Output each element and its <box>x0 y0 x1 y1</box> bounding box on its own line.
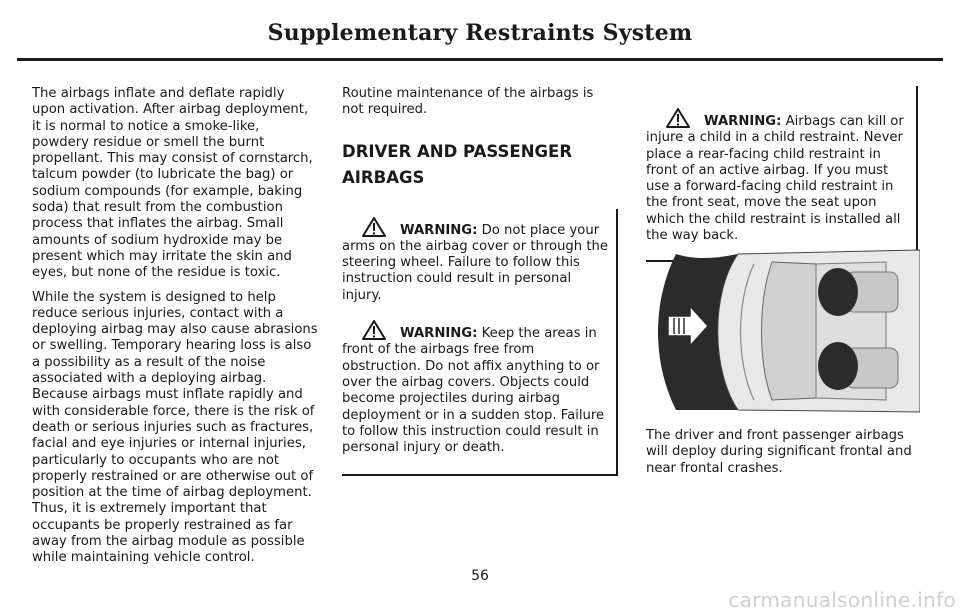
column-2 <box>342 86 618 476</box>
watermark: carmanualsonline.info <box>728 588 956 612</box>
warning-triangle-icon <box>666 108 704 128</box>
warning-child-restraint <box>646 86 916 260</box>
warning-obstruction <box>342 320 616 472</box>
warning-label: WARNING: <box>400 326 478 342</box>
warning-box <box>646 86 918 262</box>
warning-box <box>342 209 618 477</box>
warning-label: WARNING: <box>704 114 782 129</box>
column-1 <box>32 86 320 575</box>
illustration-caption-block <box>646 428 920 485</box>
airbag-deployment-illustration <box>646 242 920 417</box>
paragraph-residue: The airbags inflate and deflate rapidly upon activation. After airbag deployment, it is normal to notice a smoke-like, powdery residue or smell the burnt propellant. This may consist of cornstarch, talcum powder (to lubricate the bag) or sodium compounds (for example, baking soda) that result from the combustion process that inflates the airbag. Small amounts of sodium hydroxide may be present which may irritate the skin and eyes, but none of the residue is toxic. <box>32 86 313 281</box>
page-number: 56 <box>471 568 489 584</box>
warning-arms <box>342 209 616 320</box>
warning-text: Do not place your arms on the airbag cover or through the steering wheel. Failure to follow this instruction could result in personal injury. <box>342 222 608 303</box>
column-3 <box>646 86 918 262</box>
header-divider <box>17 58 943 61</box>
paragraph-maintenance: Routine maintenance of the airbags is not required. <box>342 86 594 118</box>
warning-triangle-icon <box>362 217 400 237</box>
warning-label: WARNING: <box>400 222 478 238</box>
paragraph-injury-risk: While the system is designed to help reduce serious injuries, contact with a deploying airbag may also cause abrasions or swelling. Temporary hearing loss is also a possibility as a result of the noise associated with a deploying airbag. Because airbags must inflate rapidly and with considerable force, there is the risk of death or serious injuries such as fractures, facial and eye injuries or internal injuries, particularly to occupants who are not properly restrained or are otherwise out of position at the time of airbag deployment. Thus, it is extremely important that occupants be properly restrained as far away from the airbag module as possible while maintaining vehicle control. <box>32 289 318 566</box>
paragraph-deployment: The driver and front passenger airbags will deploy during significant frontal and near frontal crashes. <box>646 428 912 476</box>
warning-text: Keep the areas in front of the airbags free from obstruction. Do not affix anything to or over the airbag covers. Objects could become projectiles during airbag deployment or in a sudden stop. Failure to follow this instruction could result in personal injury or death. <box>342 326 605 456</box>
page-header-title: Supplementary Restraints System <box>267 20 693 46</box>
warning-text: Airbags can kill or injure a child in a child restraint. Never place a rear-facing child restraint in front of an active airbag. If you must use a forward-facing child restraint in the front seat, move the seat upon which the child restraint is installed all the way back. <box>646 114 904 244</box>
warning-triangle-icon <box>362 320 400 340</box>
section-heading: DRIVER AND PASSENGER AIRBAGS <box>342 141 573 187</box>
